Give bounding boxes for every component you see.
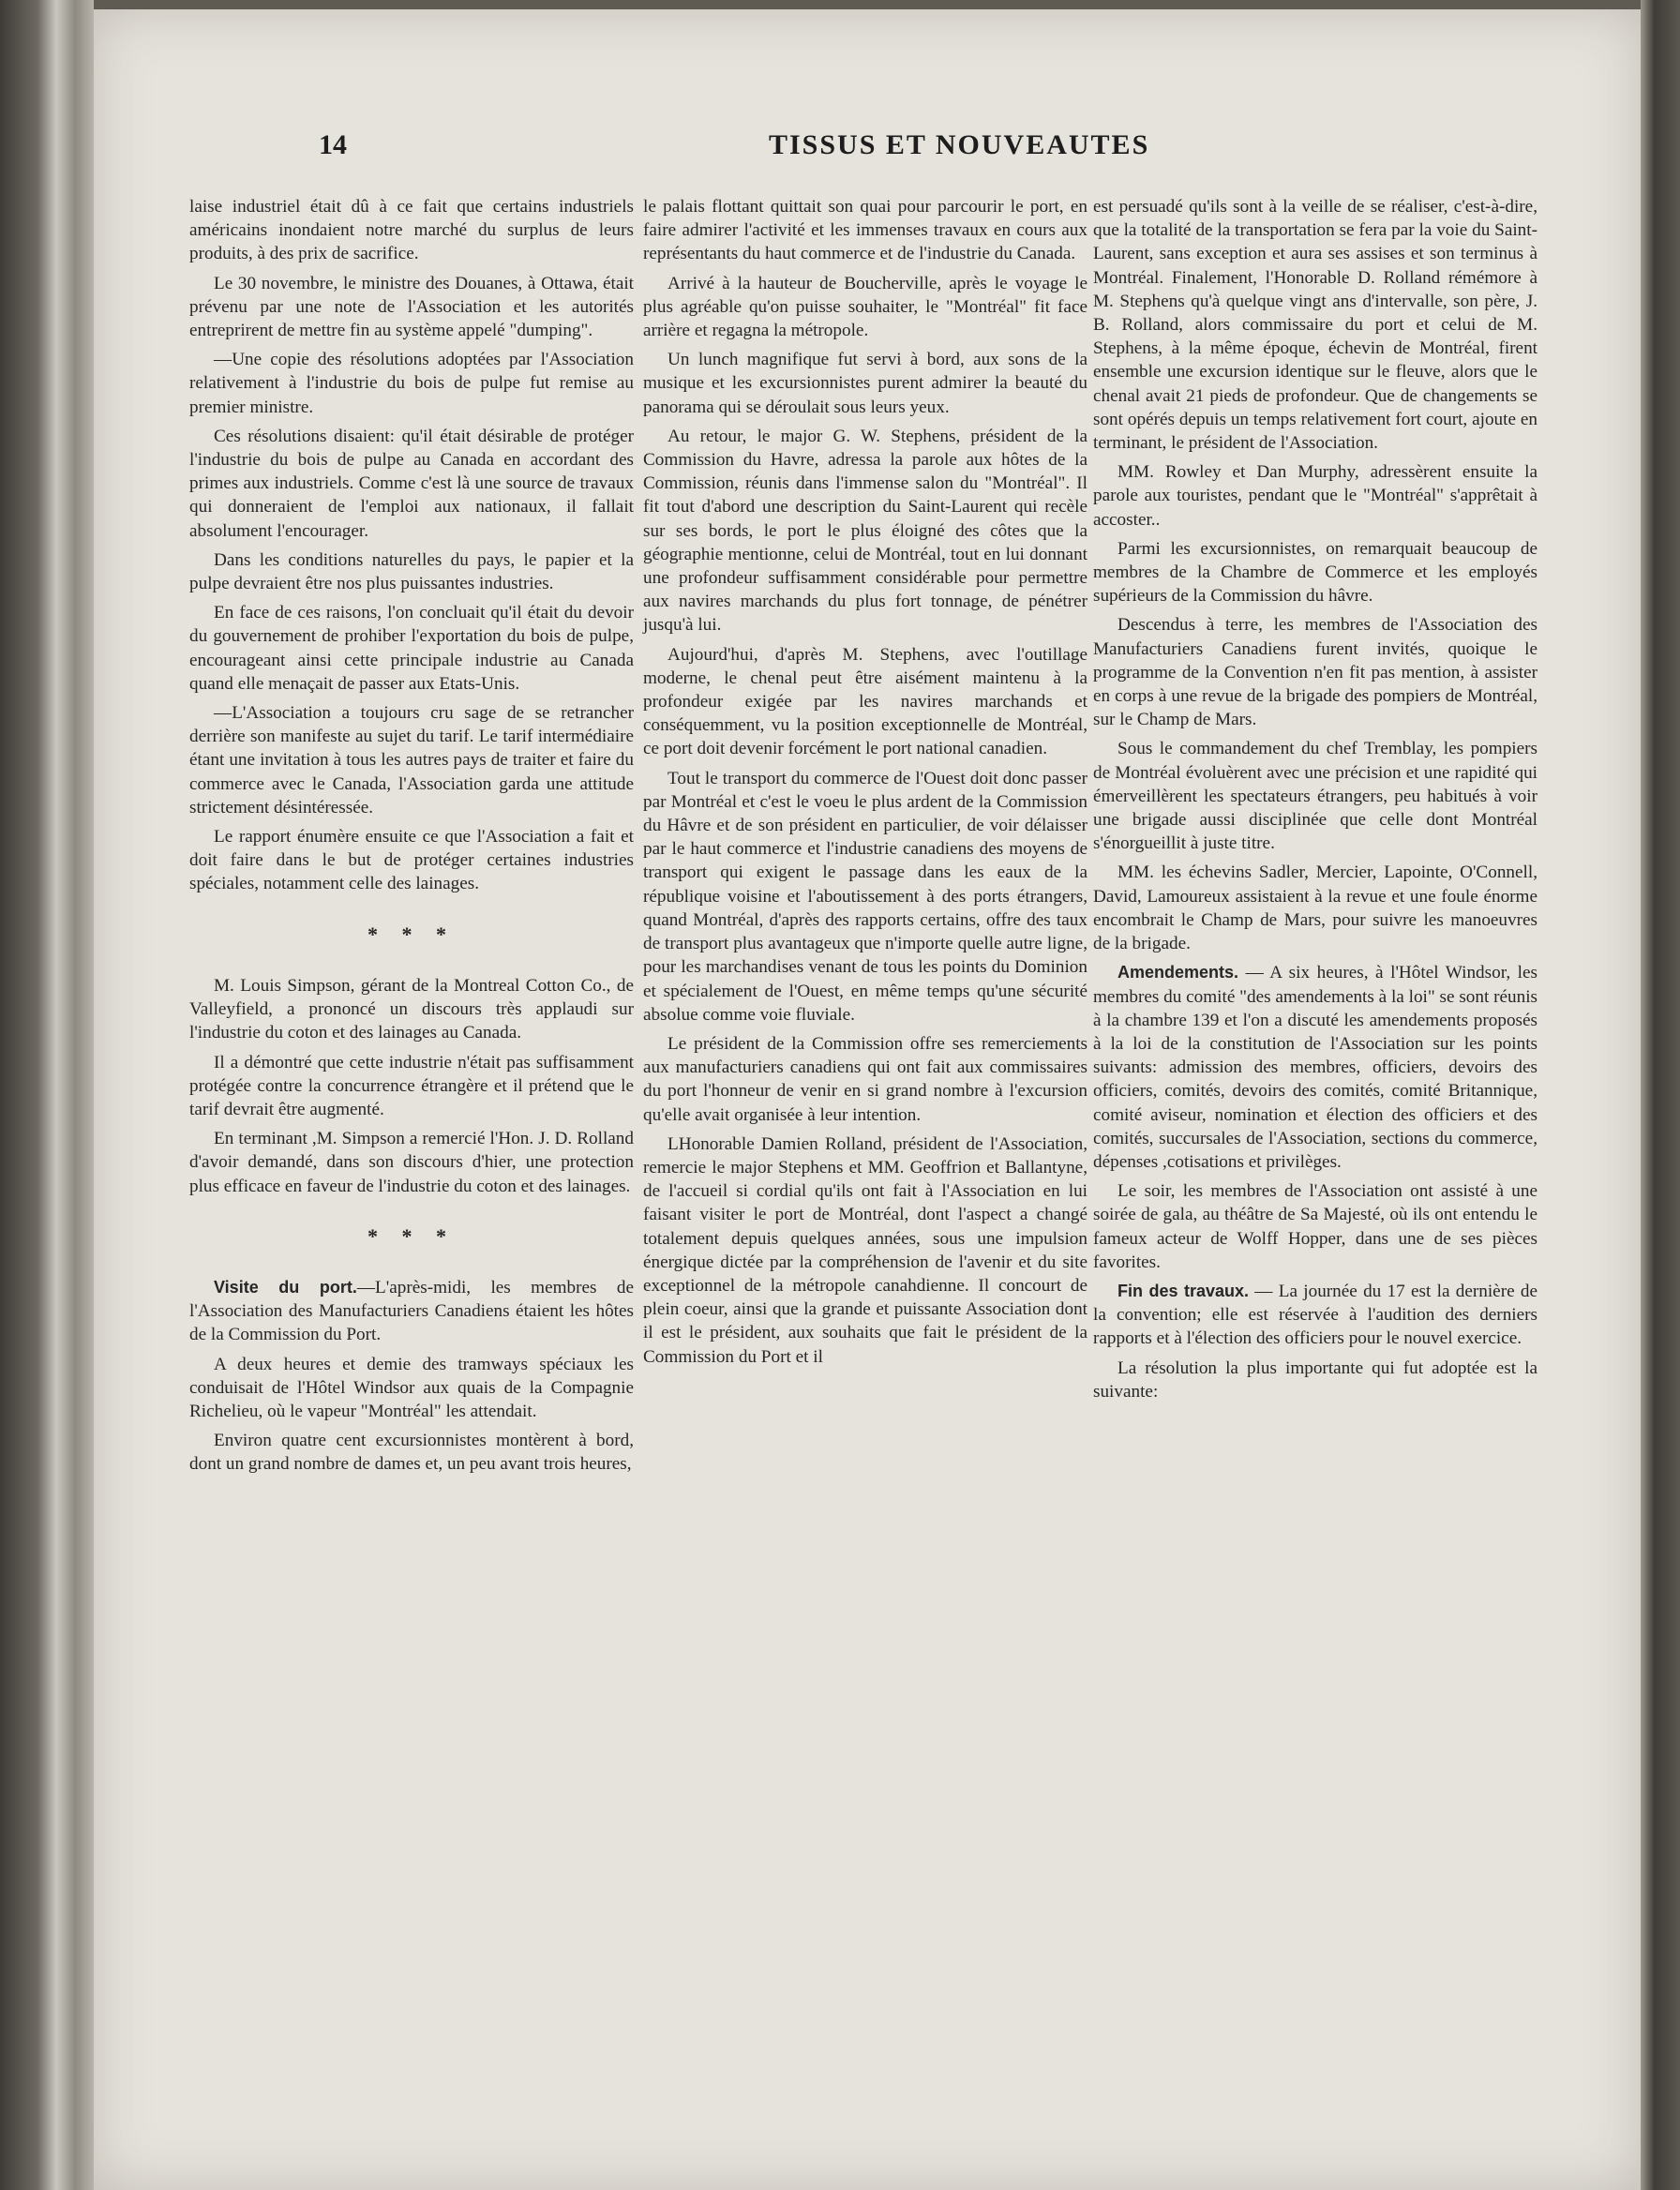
paragraph: Le 30 novembre, le ministre des Douanes, à Ottawa, était prévenu par une note de l'Association et les autorités entreprirent de mettre fin au système appelé "dumping". xyxy=(189,273,634,341)
paragraph-visite-du-port xyxy=(189,1276,634,1347)
paragraph-text: — A six heures, à l'Hôtel Windsor, les membres du comité "des amendements à la loi" se sont réunis à la chambre 139 et l'on a discuté les amendements proposés à la loi de la constitution de l'Association sur les points suivants: admission des membres, officiers, devoirs des officiers, comités, devoirs des comités, comité Britannique, comité aviseur, nomination et élection des officiers et des comités, succursales de l'Association, sections du commerce, dépenses ,cotisations et privilèges. xyxy=(1093,963,1538,1172)
paragraph: —L'Association a toujours cru sage de se retrancher derrière son manifeste au sujet du tarif. Le tarif intermédiaire étant une invitation à tous les autres pays de traiter et faire du commerce avec le Canada, l'Association garda une attitude strictement désintéressée. xyxy=(189,703,634,818)
paragraph: Arrivé à la hauteur de Boucherville, après le voyage le plus agréable qu'on puisse souhaiter, le "Montréal" fit face arrière et regagna la métropole. xyxy=(643,273,1088,341)
running-title: TISSUS ET NOUVEAUTES xyxy=(769,129,1150,160)
run-in-heading: Visite du port. xyxy=(214,1277,357,1297)
paragraph: Ces résolutions disaient: qu'il était désirable de protéger l'industrie du bois de pulpe au Canada en accordant des primes aux industriels. Comme c'est là une source de travaux qui donneraient de l'emploi aux nationaux, il fallait absolument l'encourager. xyxy=(189,426,634,541)
paragraph: A deux heures et demie des tramways spéciaux les conduisait de l'Hôtel Windsor aux quais de la Compagnie Richelieu, où le vapeur "Montréal" les attendait. xyxy=(189,1354,634,1421)
run-in-heading: Fin des travaux. xyxy=(1118,1281,1250,1300)
paragraph: En face de ces raisons, l'on concluait qu'il était du devoir du gouvernement de prohiber l'exportation du bois de pulpe, encourageant ainsi cette principale industrie au Canada quand elle menaçait de passer aux Etats-Unis. xyxy=(189,603,634,694)
paragraph-text: — La journée du 17 est la dernière de la convention; elle est réservée à l'audition des derniers rapports et à l'élection des officiers pour le nouvel exercice. xyxy=(1093,1281,1538,1349)
paragraph: Sous le commandement du chef Tremblay, les pompiers de Montréal évoluèrent avec une précision et une rapidité qui émerveillèrent les spectateurs étrangers, peu habitués à voir une brigade aussi disciplinée que celle dont Montréal s'énorgueillit à juste titre. xyxy=(1093,739,1538,854)
paragraph: Le président de la Commission offre ses remerciements aux manufacturiers canadiens qui ont fait aux commissaires du port l'honneur de venir en si grand nombre à l'excursion qu'elle avait organisée à leur intention. xyxy=(643,1033,1088,1125)
book-binding-edge xyxy=(0,0,94,2190)
column-2 xyxy=(643,195,1088,1369)
paragraph: Un lunch magnifique fut servi à bord, aux sons de la musique et les excursionnistes purent admirer la beauté du panorama qui se déroulait sous leurs yeux. xyxy=(643,350,1088,417)
paragraph: Le rapport énumère ensuite ce que l'Association a fait et doit faire dans le but de protéger certaines industries spéciales, notamment celle des lainages. xyxy=(189,827,634,894)
column-1 xyxy=(189,195,634,1477)
page-header xyxy=(319,129,1612,174)
paragraph: le palais flottant quittait son quai pour parcourir le port, en faire admirer l'activité et les immenses travaux en cours aux représentants du haut commerce et de l'industrie du Canada. xyxy=(643,197,1088,264)
text-columns xyxy=(94,195,1641,2164)
section-divider: * * * xyxy=(368,1223,456,1248)
paragraph: Environ quatre cent excursionnistes montèrent à bord, dont un grand nombre de dames et, un peu avant trois heures, xyxy=(189,1431,634,1475)
paragraph: est persuadé qu'ils sont à la veille de se réaliser, c'est-à-dire, que la totalité de la transportation se fera par la voie du Saint-Laurent, sans exception et aura ses assises et son terminus à Montréal. Finalement, l'Honorable D. Rolland rémémore à M. Stephens qu'à quelque vingt ans d'intervalle, son père, J. B. Rolland, alors commissaire du port et celui de M. Stephens, à la même époque, échevin de Montréal, firent ensemble une excursion identique sur le fleuve, alors que le chenal avait 21 pieds de profondeur. Que de changements se sont opérés depuis un temps relativement fort court, ajoute en terminant, le président de l'Association. xyxy=(1093,197,1538,454)
paragraph: laise industriel était dû à ce fait que certains industriels américains inondaient notre marché du surplus de leurs produits, à des prix de sacrifice. xyxy=(189,197,634,264)
paragraph: MM. les échevins Sadler, Mercier, Lapointe, O'Connell, David, Lamoureux assistaient à la revue et une foule énorme encombrait le Champ de Mars, pour suivre les manoeuvres de la brigade. xyxy=(1093,862,1538,954)
run-in-heading: Amendements. xyxy=(1118,963,1239,982)
paragraph: Le soir, les membres de l'Association ont assisté à une soirée de gala, au théâtre de Sa Majesté, où ils ont entendu le fameux acteur de Wolff Hopper, dans une de ses pièces favorites. xyxy=(1093,1181,1538,1272)
page-right-edge xyxy=(1641,0,1680,2190)
paragraph: —Une copie des résolutions adoptées par l'Association relativement à l'industrie du bois de pulpe fut remise au premier ministre. xyxy=(189,350,634,417)
paragraph: Parmi les excursionnistes, on remarquait beaucoup de membres de la Chambre de Commerce et les employés supérieurs de la Commission du hâvre. xyxy=(1093,538,1538,607)
page-number: 14 xyxy=(319,129,347,160)
column-3 xyxy=(1093,195,1538,1403)
paragraph: MM. Rowley et Dan Murphy, adressèrent ensuite la parole aux touristes, pendant que le "Montréal" s'apprêtait à accoster.. xyxy=(1093,462,1538,530)
paragraph-text: —L'après-midi, les membres de l'Association des Manufacturiers Canadiens étaient les hôtes de la Commission du Port. xyxy=(189,1277,634,1345)
section-divider: * * * xyxy=(368,922,456,946)
paragraph: En terminant ,M. Simpson a remercié l'Hon. J. D. Rolland d'avoir demandé, dans son discours d'hier, une protection plus efficace en faveur de l'industrie du coton et des lainages. xyxy=(189,1129,634,1196)
paragraph: Dans les conditions naturelles du pays, le papier et la pulpe devraient être nos plus puissantes industries. xyxy=(189,549,634,594)
paragraph: LHonorable Damien Rolland, président de l'Association, remercie le major Stephens et MM. Geoffrion et Ballantyne, de l'accueil si cordial qu'ils ont fait à l'Association en lui faisant visiter le port de Montréal, dont l'aspect a changé totalement depuis quelques années, sous une impulsion énergique dictée par la compréhension de l'avenir et du site exceptionnel de la métropole canahdienne. Il concourt de plein coeur, ainsi que la grande et puissante Association dont il est le président, aux souhaits que fait le président de la Commission du Port et il xyxy=(643,1133,1088,1367)
paragraph: Tout le transport du commerce de l'Ouest doit donc passer par Montréal et c'est le voeu le plus ardent de la Commission du Hâvre et de son président en particulier, de voir délaisser par le haut commerce et l'industrie canadiens des moyens de transport qui exigent le passage dans les eaux de la république voisine et l'aboutissement à des ports étrangers, quand Montréal, d'après des rapports certains, offre des taux de transport plus avantageux que n'importe quelle autre ligne, pour les marchandises venant de tous les points du Dominion et spécialement de l'Ouest, en même temps qu'une sécurité absolue comme voie fluviale. xyxy=(643,768,1088,1025)
paragraph-amendements xyxy=(1093,961,1538,1174)
paragraph: M. Louis Simpson, gérant de la Montreal Cotton Co., de Valleyfield, a prononcé un discours très applaudi sur l'industrie du coton et des lainages au Canada. xyxy=(189,975,634,1043)
paragraph-fin-des-travaux xyxy=(1093,1280,1538,1351)
paragraph: Descendus à terre, les membres de l'Association des Manufacturiers Canadiens furent invités, quoique le programme de la Convention n'en fit pas mention, à assister en corps à une revue de la brigade des pompiers de Montréal, sur le Champ de Mars. xyxy=(1093,615,1538,730)
paragraph: Il a démontré que cette industrie n'était pas suffisamment protégée contre la concurrence étrangère et il prétend que le tarif devrait être augmenté. xyxy=(189,1052,634,1119)
paragraph: Au retour, le major G. W. Stephens, président de la Commission du Havre, adressa la parole aux hôtes de la Commission, réunis dans l'immense salon du "Montréal". Il fit tout d'abord une description du Saint-Laurent qui recèle sur ses bords, le port le plus éloigné des côtes que la géographie mentionne, celui de Montréal, tout en lui donnant une profondeur suffisamment considérable pour permettre aux navires marchands du plus fort tonnage, de pénétrer jusqu'à lui. xyxy=(643,426,1088,636)
document-page xyxy=(94,9,1641,2190)
paragraph: La résolution la plus importante qui fut adoptée est la suivante: xyxy=(1093,1358,1538,1402)
paragraph: Aujourd'hui, d'après M. Stephens, avec l'outillage moderne, le chenal peut être aisément maintenu à la profondeur exigée par les navires marchands et conséquemment, vu la position exceptionnelle de Montréal, ce port doit devenir forcément le port national canadien. xyxy=(643,644,1088,759)
